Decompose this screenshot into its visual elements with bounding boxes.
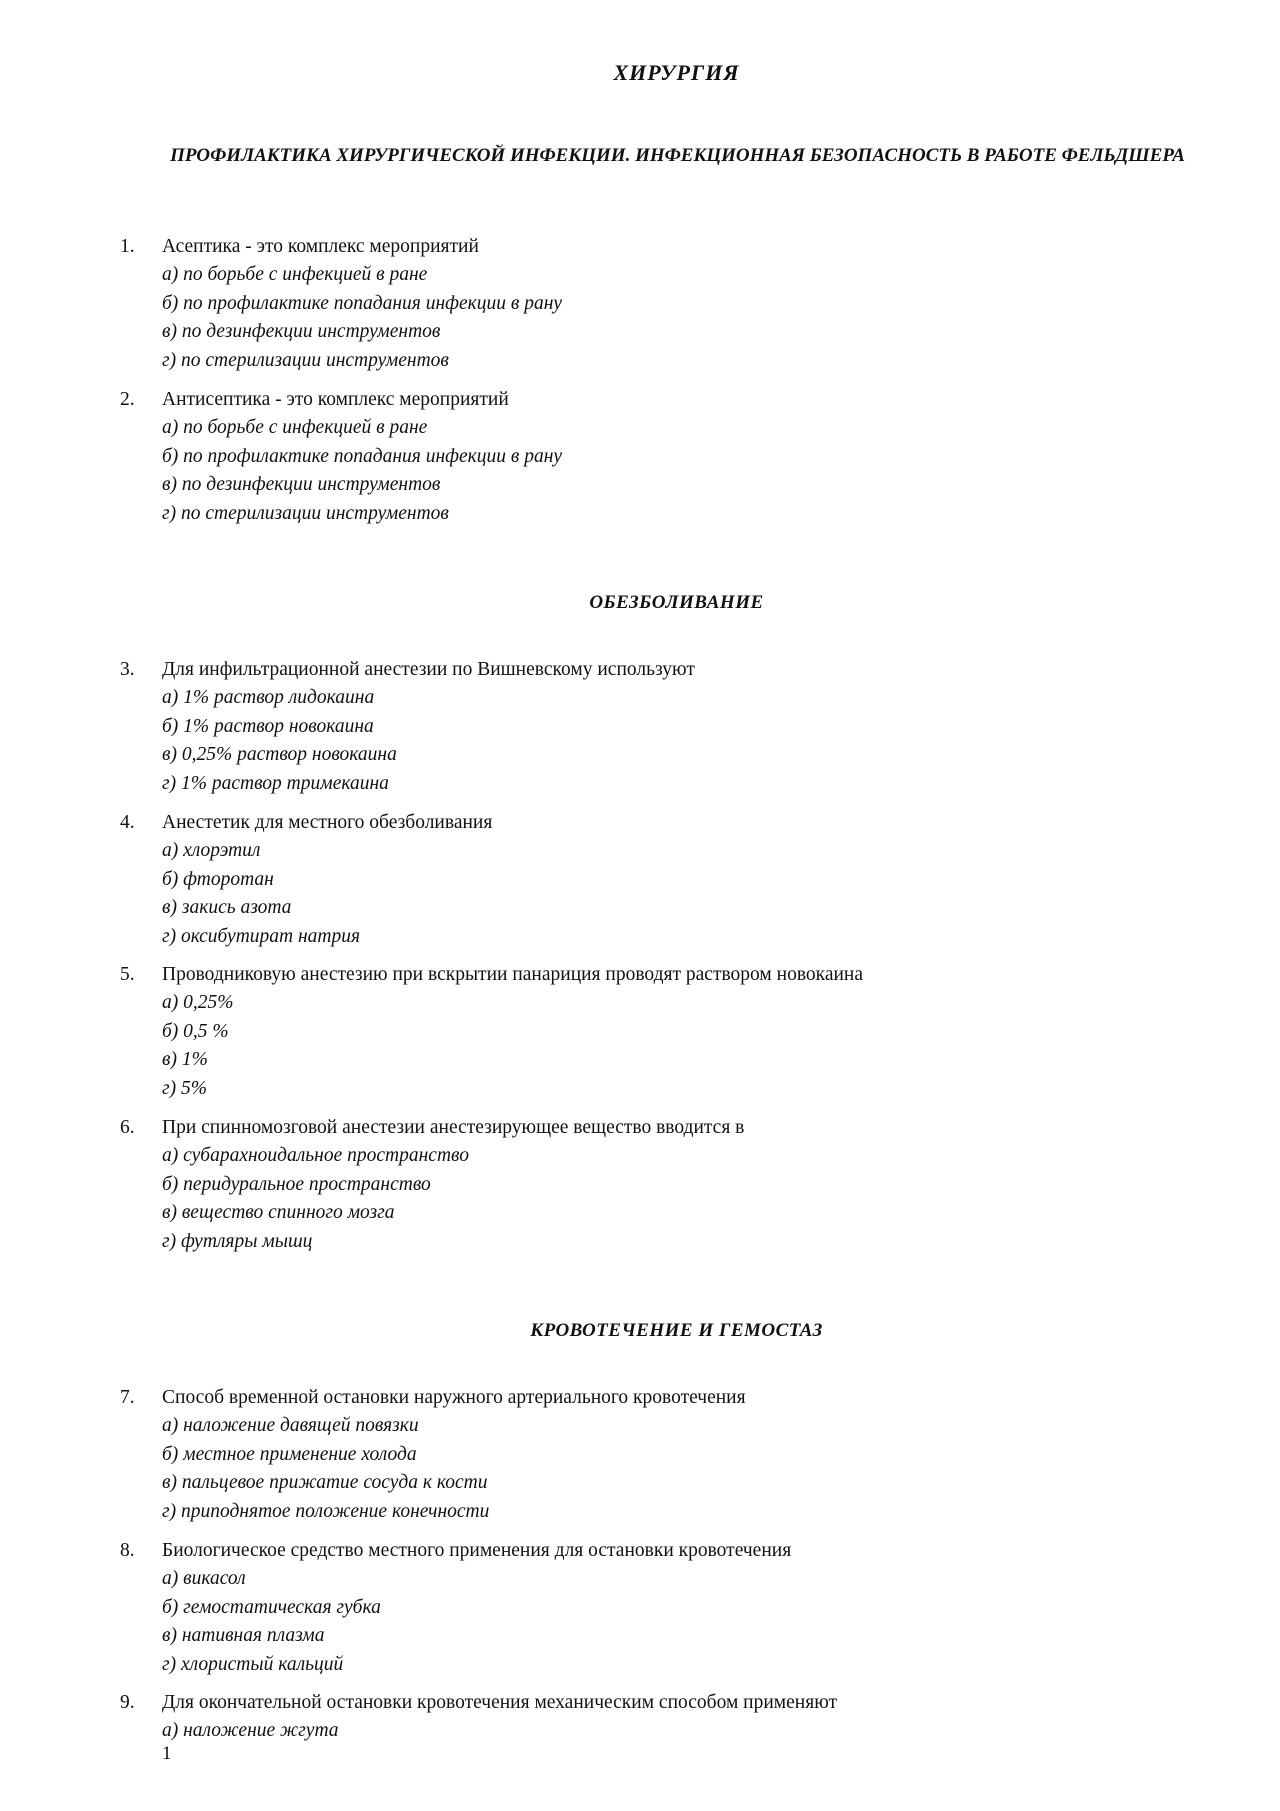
answer-option: а) 1% раствор лидокаина: [162, 687, 375, 708]
question-8: [120, 1537, 1220, 1679]
answer-option: г) 1% раствор тримекаина: [162, 772, 389, 794]
section-heading-bleeding: КРОВОТЕЧЕНИЕ И ГЕМОСТАЗ: [530, 1320, 823, 1341]
question-text: Антисептика - это комплекс мероприятий: [162, 389, 509, 410]
question-text: Проводниковую анестезию при вскрытии панариция проводят раствором новокаина: [162, 964, 864, 985]
answer-option: а) викасол: [162, 1568, 246, 1589]
answer-option: б) перидуральное пространство: [162, 1173, 431, 1195]
question-text: При спинномозговой анестезии анестезирующее вещество вводится в: [162, 1117, 745, 1138]
answer-option: б) по профилактике попадания инфекции в рану: [162, 292, 563, 314]
answer-option: в) пальцевое прижатие сосуда к кости: [162, 1472, 488, 1493]
answer-option: г) по стерилизации инструментов: [162, 349, 449, 371]
question-text: Для окончательной остановки кровотечения механическим способом применяют: [162, 1692, 838, 1713]
answer-option: б) 1% раствор новокаина: [162, 715, 374, 737]
question-6: [120, 1114, 1220, 1256]
question-number: 4.: [120, 812, 135, 833]
answer-option: а) наложение давящей повязки: [162, 1415, 419, 1436]
answer-option: в) нативная плазма: [162, 1625, 325, 1646]
question-text: Анестетик для местного обезболивания: [162, 812, 493, 833]
answer-option: б) местное применение холода: [162, 1443, 417, 1465]
question-text: Асептика - это комплекс мероприятий: [162, 236, 479, 257]
answer-option: в) по дезинфекции инструментов: [162, 321, 441, 342]
question-number: 3.: [120, 659, 135, 680]
question-number: 6.: [120, 1117, 135, 1138]
question-2: [120, 386, 1220, 528]
question-number: 2.: [120, 389, 135, 410]
answer-option: г) оксибутират натрия: [162, 925, 361, 947]
question-number: 7.: [120, 1387, 135, 1408]
question-number: 1.: [120, 236, 135, 257]
question-number: 9.: [120, 1692, 135, 1713]
answer-option: в) 1%: [162, 1049, 208, 1070]
question-text: Биологическое средство местного применения для остановки кровотечения: [162, 1540, 792, 1561]
document-subtitle: ПРОФИЛАКТИКА ХИРУРГИЧЕСКОЙ ИНФЕКЦИИ. ИНФЕКЦИОННАЯ БЕЗОПАСНОСТЬ В РАБОТЕ ФЕЛЬДШЕРА: [170, 145, 1185, 166]
answer-option: а) по борьбе с инфекцией в ране: [162, 417, 428, 438]
question-number: 8.: [120, 1540, 135, 1561]
question-5: [120, 961, 1220, 1103]
question-3: [120, 656, 1220, 798]
section-heading-anesthesia: ОБЕЗБОЛИВАНИЕ: [589, 592, 764, 613]
answer-option: в) по дезинфекции инструментов: [162, 474, 441, 495]
document-title: ХИРУРГИЯ: [613, 60, 740, 85]
question-4: [120, 809, 1220, 951]
question-7: [120, 1384, 1220, 1526]
answer-option: б) 0,5 %: [162, 1020, 229, 1042]
answer-option: г) 5%: [162, 1077, 207, 1099]
question-number: 5.: [120, 964, 135, 985]
answer-option: б) по профилактике попадания инфекции в рану: [162, 445, 563, 467]
answer-option: г) приподнятое положение конечности: [162, 1500, 490, 1522]
answer-option: а) хлорэтил: [162, 840, 261, 861]
answer-option: в) закись азота: [162, 897, 292, 918]
question-text: Способ временной остановки наружного артериального кровотечения: [162, 1387, 746, 1408]
answer-option: а) по борьбе с инфекцией в ране: [162, 264, 428, 285]
answer-option: в) 0,25% раствор новокаина: [162, 744, 397, 765]
answer-option: а) 0,25%: [162, 992, 234, 1013]
page-number: 1: [162, 1743, 172, 1764]
answer-option: б) фторотан: [162, 868, 274, 890]
question-9: [120, 1689, 1220, 1746]
answer-option: а) субарахноидальное пространство: [162, 1145, 469, 1166]
answer-option: б) гемостатическая губка: [162, 1596, 381, 1618]
answer-option: а) наложение жгута: [162, 1720, 339, 1741]
question-1: [120, 233, 1220, 375]
answer-option: г) футляры мышц: [162, 1230, 313, 1252]
answer-option: г) хлористый кальций: [162, 1653, 344, 1675]
answer-option: г) по стерилизации инструментов: [162, 502, 449, 524]
answer-option: в) вещество спинного мозга: [162, 1202, 395, 1223]
question-text: Для инфильтрационной анестезии по Вишневскому используют: [162, 659, 695, 680]
